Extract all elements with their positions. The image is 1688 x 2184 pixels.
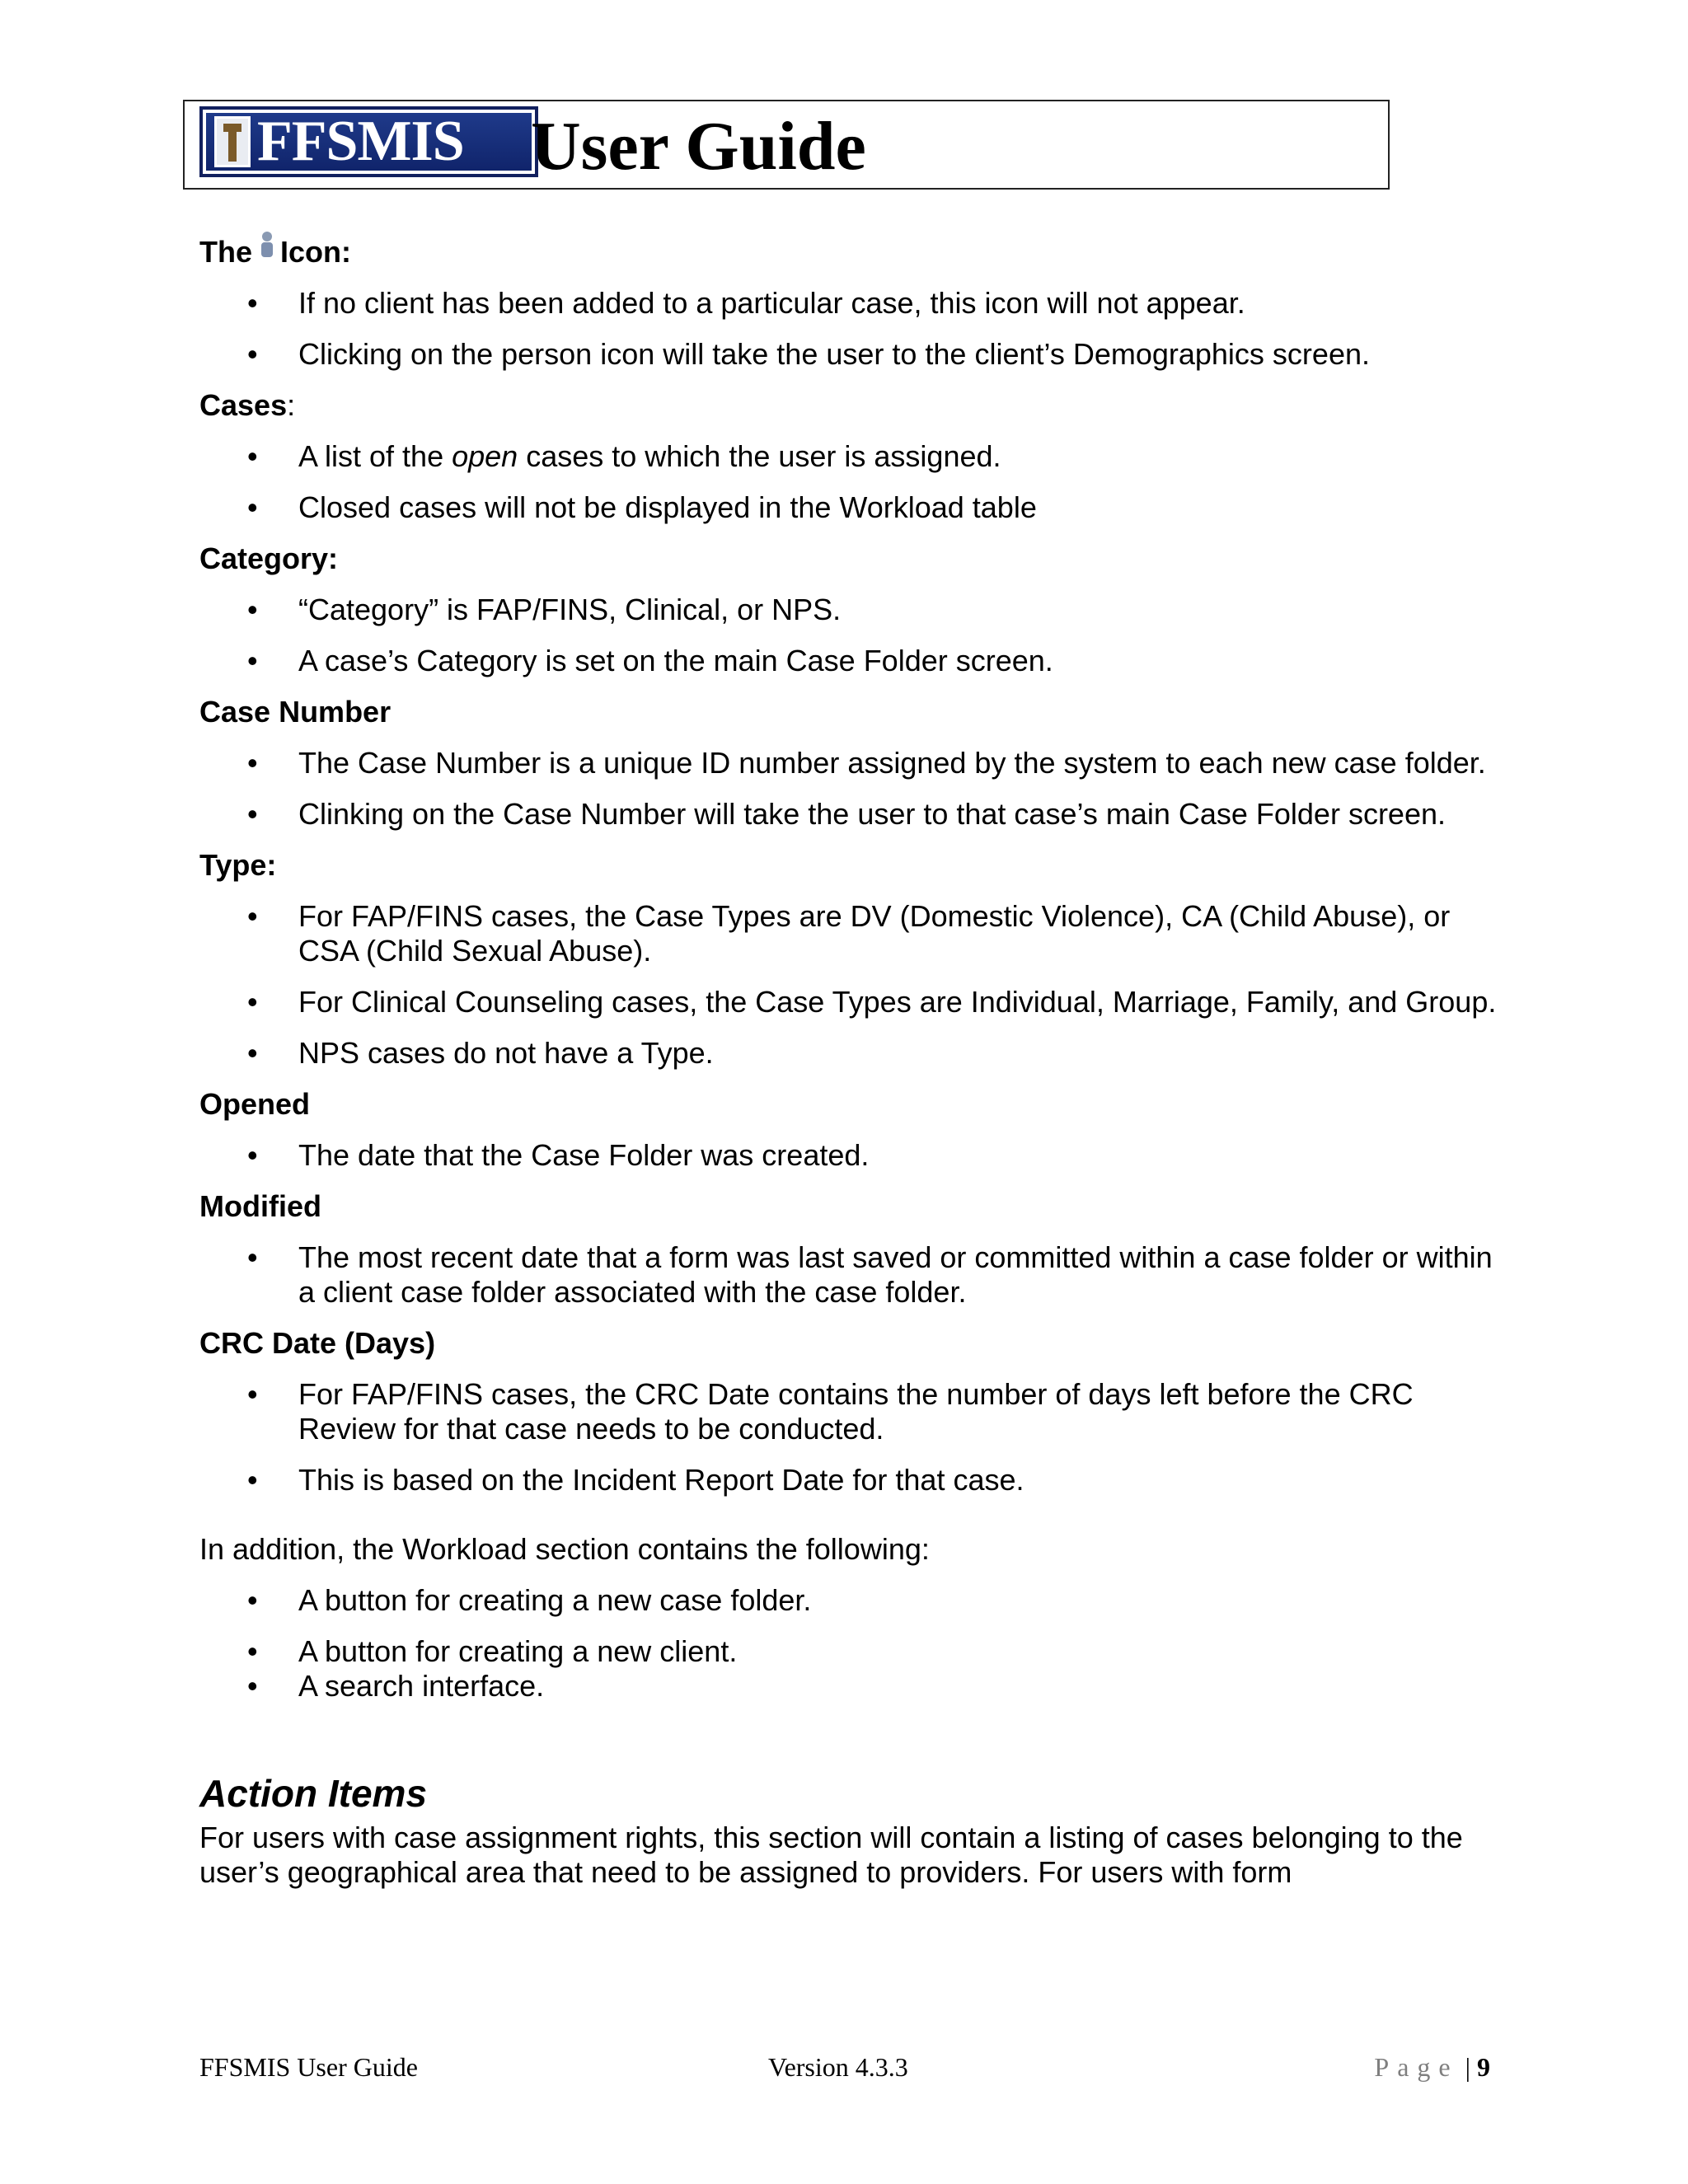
list-item: • For FAP/FINS cases, the CRC Date contains the number of days left before the CRC Review for that case needs to be conducted. (247, 1377, 1414, 1446)
page-number: 9 (1477, 2052, 1490, 2082)
opened-bullet-list (199, 1138, 1502, 1173)
list-item: • A search interface. (247, 1669, 545, 1703)
list-item: • A button for creating a new client. (247, 1634, 738, 1668)
section-heading-case-number: Case Number (199, 695, 392, 729)
list-item: • NPS cases do not have a Type. (247, 1036, 714, 1070)
list-item: • A button for creating a new case folder. (247, 1583, 812, 1617)
footer-version: Version 4.3.3 (768, 2052, 908, 2082)
list-item: • The date that the Case Folder was created. (247, 1138, 870, 1172)
action-items-text: For users with case assignment rights, this section will contain a listing of cases belonging to the user’s geographical area that need to be assigned to providers. For users with form (199, 1821, 1463, 1889)
footer-page-indicator: Page | 9 (1374, 2052, 1490, 2082)
list-item: • This is based on the Incident Report Date for that case. (247, 1463, 1025, 1497)
list-item: • Clicking on the person icon will take the user to the client’s Demographics screen. (247, 337, 1370, 371)
page-header (183, 100, 1390, 190)
workload-bullet-list (199, 1583, 1502, 1704)
list-item: • For FAP/FINS cases, the Case Types are DV (Domestic Violence), CA (Child Abuse), or CSA (Child Sexual Abuse). (247, 899, 1451, 968)
section-heading-type: Type: (199, 848, 277, 882)
list-item: • A case’s Category is set on the main Case Folder screen. (247, 644, 1053, 677)
section-heading-modified: Modified (199, 1189, 321, 1223)
section-heading-icon: The Icon: (199, 231, 1502, 269)
section-heading-opened: Opened (199, 1087, 311, 1121)
list-item: • The most recent date that a form was last saved or committed within a case folder or within a client case folder associated with the case folder. (247, 1240, 1493, 1309)
person-icon (259, 231, 275, 259)
list-item: • For Clinical Counseling cases, the Case Types are Individual, Marriage, Family, and Group. (247, 985, 1497, 1019)
cases-bullet-list (199, 439, 1502, 525)
action-items-title: Action Items (199, 1772, 428, 1815)
category-bullet-list (199, 593, 1502, 678)
case-number-bullet-list (199, 746, 1502, 832)
section-heading-crc-date: CRC Date (Days) (199, 1326, 436, 1360)
type-bullet-list (199, 899, 1502, 1071)
list-item: • Clinking on the Case Number will take the user to that case’s main Case Folder screen. (247, 797, 1446, 831)
workload-intro: In addition, the Workload section contains the following: (199, 1532, 930, 1566)
list-item: • Closed cases will not be displayed in the Workload table (247, 490, 1037, 524)
list-item: • The Case Number is a unique ID number assigned by the system to each new case folder. (247, 746, 1486, 780)
document-body (199, 231, 1502, 1906)
logo-text: FFSMIS (257, 110, 464, 173)
list-item: • If no client has been added to a particular case, this icon will not appear. (247, 286, 1245, 320)
section-heading-category: Category: (199, 541, 339, 575)
ffsmis-logo (199, 106, 538, 177)
section-heading-cases: Cases: (199, 388, 296, 422)
list-item: • “Category” is FAP/FINS, Clinical, or NPS. (247, 593, 842, 626)
modified-bullet-list (199, 1240, 1502, 1310)
page-title: User Guide (531, 108, 866, 185)
footer-doc-title: FFSMIS User Guide (199, 2052, 418, 2082)
list-item: • A list of the open cases to which the user is assigned. (247, 439, 1001, 473)
footer-page-label: Page (1374, 2052, 1459, 2082)
page-footer (199, 2052, 1490, 2088)
lighthouse-icon (214, 116, 251, 167)
crc-date-bullet-list (199, 1377, 1502, 1497)
icon-bullet-list (199, 286, 1502, 372)
